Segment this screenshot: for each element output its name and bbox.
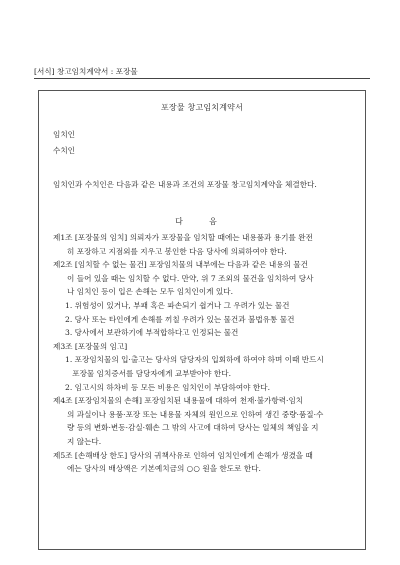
article-continuation: 량 등의 변화·변동·감실·훼손 그 밖의 사고에 대하여 당사는 일체의 책임을 지 [67,423,319,433]
article-text: 포장임치물의 내부에는 다음과 같은 내용의 물건 [146,260,308,270]
article-continuation: 나 임치인 등이 입은 손해는 모두 임치인이게 있다. [67,287,234,297]
dago-heading: 다 음 [175,217,229,226]
article-continuation: 지 않는다. [67,436,102,446]
article-5 [53,449,359,476]
article-continuation: 히 포장하고 지점외를 지우고 봉인한 다음 당사에 의뢰하여야 한다. [67,246,287,256]
article-2 [53,258,359,340]
header-rule [34,78,370,79]
article-continuation: 이 들어 있을 때는 임치할 수 없다. 만약, 위 7 조외의 물건을 임치하여 당사 [67,273,314,283]
depositor-label: 임치인 [53,130,76,139]
article-title: 제3조 [포장물의 임고] [53,341,128,351]
article-title: 제2조 [임치할 수 없는 물건] [53,260,147,270]
custodian-label: 수치인 [53,146,76,155]
article-3 [53,340,359,394]
article-item: 포장물 임치증서를 담당자에게 교부받아야 한다. [65,368,232,378]
article-item: 1. 위험성이 있거나, 부패 혹은 파손되기 쉽거나 그 우려가 있는 물건 [65,300,290,310]
article-title: 제1조 [포장물의 임치] [53,233,128,242]
article-continuation: 에는 당사의 배상액은 기본예치금의 ○○ 원을 한도로 한다. [67,464,261,474]
article-item: 2. 임고시의 하차비 등 모든 비용은 임치인이 부담하여야 한다. [65,382,271,392]
document-title: 포장물 창고임치계약서 [160,103,244,112]
article-title: 제4조 [포장임치물의 손해] [53,396,142,406]
articles-list [53,231,359,476]
article-4 [53,394,359,448]
article-first-line [53,394,359,408]
article-item: 1. 포장임치물의 입·출고는 당사의 담당자의 입회하에 하여야 하며 이때 반드시 [65,355,324,365]
article-1 [53,231,359,258]
article-first-line [53,231,359,245]
intro-text: 임치인과 수치인은 다음과 같은 내용과 조건의 포장물 창고임치계약을 체결한다. [53,180,317,189]
article-text: 의뢰자가 포장물을 임치할 때에는 내용품과 용기를 완전 [127,233,313,242]
article-item: 2. 당사 또는 타인에게 손해를 끼칠 우려가 있는 물건과 불법유통 물건 [65,314,295,324]
form-header: [서식] 창고임치계약서 : 포장물 [34,67,138,76]
article-first-line [53,258,359,272]
article-continuation: 의 과실이나 용품·포장 또는 내용물 자체의 원인으로 인하여 생긴 중량·품질·수 [67,409,324,419]
article-item: 3. 당사에서 보관하기에 부적합하다고 인정되는 물건 [65,328,239,338]
contract-box [38,90,366,550]
article-text: 당사의 귀책사유로 인하여 임치인에게 손해가 생겼을 때 [127,450,313,460]
article-first-line [53,449,359,463]
article-text: 포장임치된 내용물에 대하여 천재·불가항력·임치 [141,396,304,406]
article-title: 제5조 [손해배상 한도] [53,450,128,460]
article-first-line [53,340,359,354]
